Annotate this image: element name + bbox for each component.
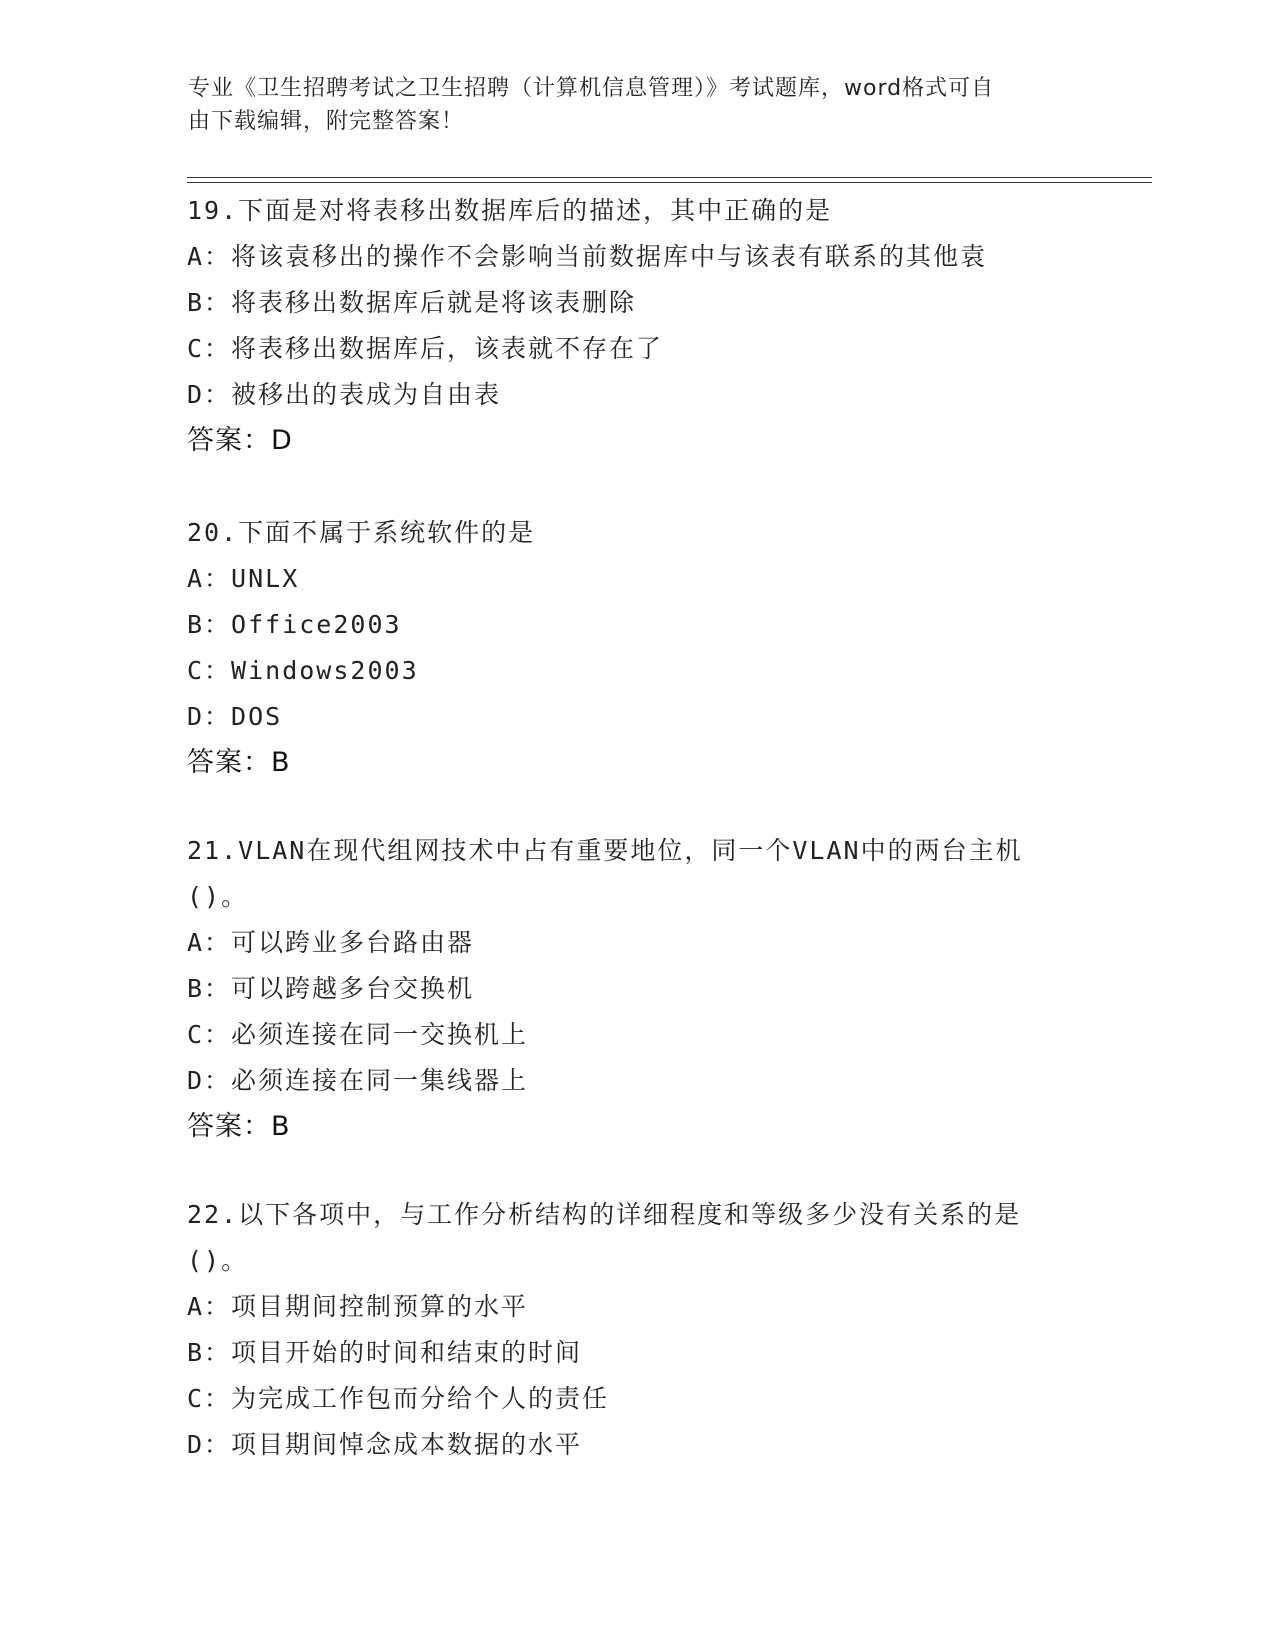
answer-label: 答案：B <box>187 747 291 778</box>
option-c: C：将表移出数据库后，该表就不存在了 <box>187 334 664 363</box>
question-stem: 19.下面是对将表移出数据库后的描述，其中正确的是 <box>187 196 833 225</box>
option-a: A：将该袁移出的操作不会影响当前数据库中与该表有联系的其他袁 <box>187 242 988 271</box>
option-d: D：DOS <box>187 702 283 731</box>
option-d: D：被移出的表成为自由表 <box>187 380 502 409</box>
document-header <box>188 72 1068 138</box>
question-20 <box>187 510 1087 828</box>
answer-label: 答案：B <box>187 1111 291 1142</box>
header-divider-top <box>187 177 1152 178</box>
question-stem-cont: ()。 <box>187 1246 249 1275</box>
header-divider-bottom <box>187 182 1152 183</box>
option-b: B：项目开始的时间和结束的时间 <box>187 1338 583 1367</box>
option-c: C：为完成工作包而分给个人的责任 <box>187 1384 610 1413</box>
question-stem-cont: ()。 <box>187 882 249 911</box>
question-stem: 22.以下各项中，与工作分析结构的详细程度和等级多少没有关系的是 <box>187 1200 1022 1229</box>
question-stem: 20.下面不属于系统软件的是 <box>187 518 536 547</box>
header-line-1: 专业《卫生招聘考试之卫生招聘（计算机信息管理）》考试题库，word格式可自 <box>188 76 995 101</box>
option-a: A：可以跨业多台路由器 <box>187 928 475 957</box>
option-d: D：必须连接在同一集线器上 <box>187 1066 529 1095</box>
question-21 <box>187 828 1087 1192</box>
option-a: A：项目期间控制预算的水平 <box>187 1292 529 1321</box>
question-22 <box>187 1192 1087 1468</box>
option-b: B：Office2003 <box>187 610 402 639</box>
option-b: B：将表移出数据库后就是将该表删除 <box>187 288 637 317</box>
option-c: C：Windows2003 <box>187 656 419 685</box>
question-stem: 21.VLAN在现代组网技术中占有重要地位，同一个VLAN中的两台主机 <box>187 836 1023 865</box>
header-line-2: 由下载编辑，附完整答案！ <box>188 109 465 134</box>
option-d: D：项目期间悼念成本数据的水平 <box>187 1430 583 1459</box>
answer-label: 答案：D <box>187 425 293 456</box>
option-b: B：可以跨越多台交换机 <box>187 974 475 1003</box>
option-a: A：UNLX <box>187 564 300 593</box>
option-c: C：必须连接在同一交换机上 <box>187 1020 529 1049</box>
question-list <box>187 188 1087 1468</box>
question-19 <box>187 188 1087 552</box>
